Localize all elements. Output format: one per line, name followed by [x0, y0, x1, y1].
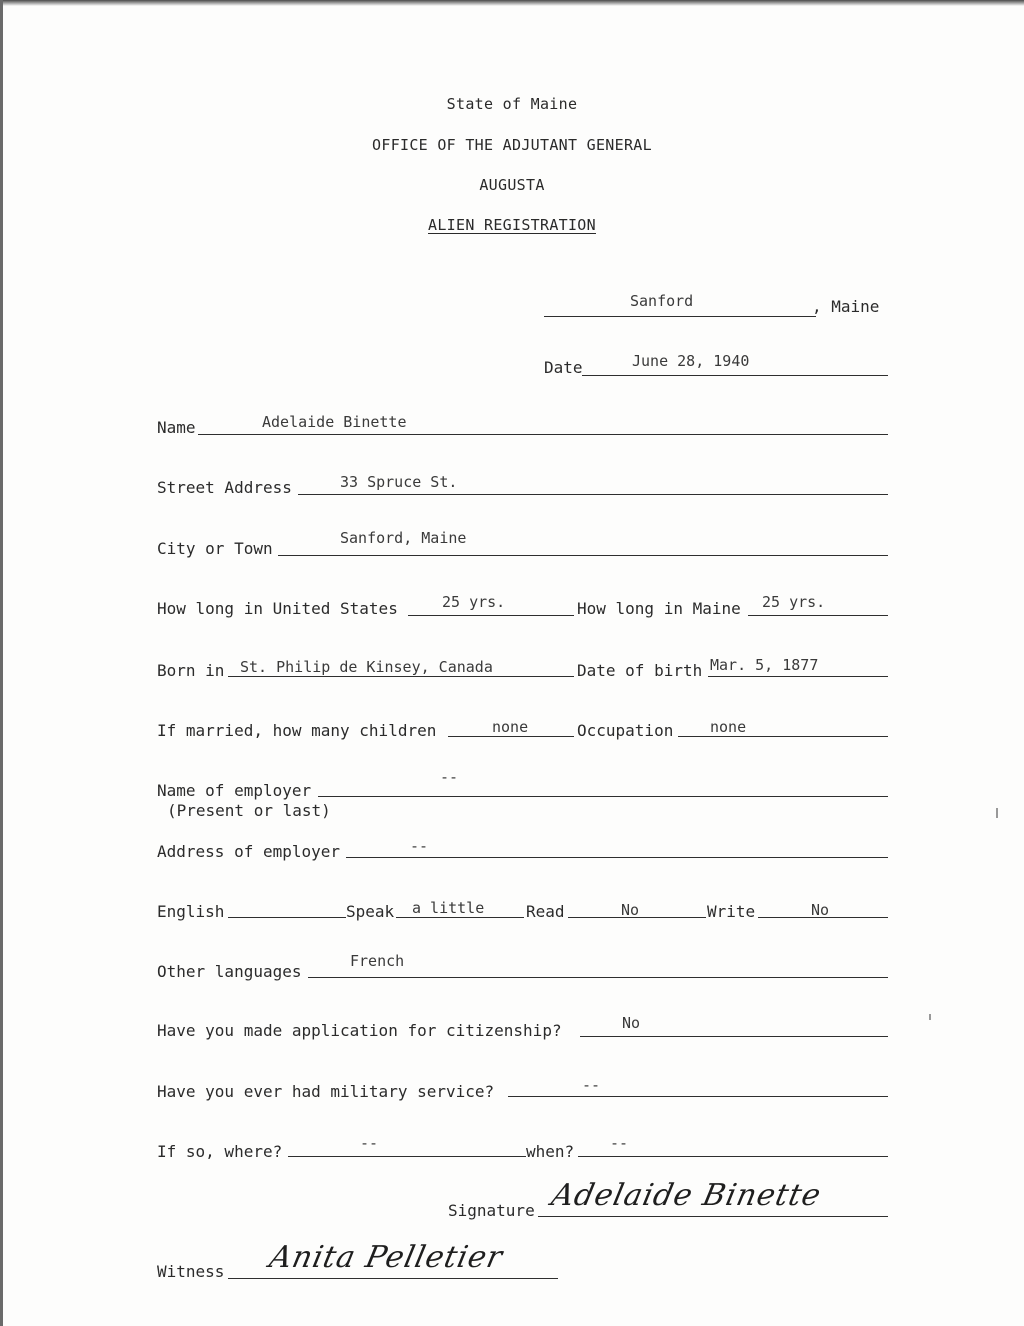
city-label: City or Town: [157, 539, 273, 558]
employer-address-label: Address of employer: [157, 842, 341, 861]
name-label: Name: [157, 418, 196, 437]
read-value: No: [621, 901, 640, 919]
date-line: [582, 375, 888, 376]
employer-name-line: [318, 796, 888, 797]
occupation-label: Occupation: [577, 721, 674, 740]
where-label: If so, where?: [157, 1142, 283, 1161]
children-line: [448, 736, 574, 737]
employer-name-sublabel: (Present or last): [167, 801, 331, 820]
years-us-value: 25 yrs.: [442, 593, 506, 611]
dob-label: Date of birth: [577, 661, 703, 680]
born-in-line: [228, 676, 574, 677]
scan-edge-left: [0, 0, 3, 1326]
english-line: [228, 917, 346, 918]
read-line: [568, 917, 706, 918]
employer-name-value: --: [440, 768, 459, 786]
header-city: AUGUSTA: [479, 176, 545, 194]
write-value: No: [811, 901, 830, 919]
header-office: OFFICE OF THE ADJUTANT GENERAL: [372, 136, 652, 154]
other-languages-label: Other languages: [157, 962, 302, 981]
scan-edge-top: [0, 0, 1024, 6]
other-languages-value: French: [350, 952, 405, 970]
where-value: --: [360, 1134, 379, 1152]
born-in-label: Born in: [157, 661, 225, 680]
other-languages-line: [308, 977, 888, 978]
years-maine-line: [748, 615, 888, 616]
when-label: when?: [526, 1142, 575, 1161]
name-line: [198, 434, 888, 435]
speak-value: a little: [412, 899, 485, 917]
years-us-line: [408, 615, 574, 616]
when-value: --: [610, 1134, 629, 1152]
witness-handwriting: Anita Pelletier: [266, 1240, 507, 1275]
years-maine-value: 25 yrs.: [762, 593, 826, 611]
scan-speck: [929, 1014, 931, 1020]
witness-label: Witness: [157, 1262, 225, 1281]
signature-label: Signature: [448, 1201, 535, 1220]
occupation-line: [678, 736, 888, 737]
dob-value: Mar. 5, 1877: [710, 656, 819, 674]
read-label: Read: [526, 902, 565, 921]
date-label: Date: [544, 358, 583, 377]
header-state: State of Maine: [446, 95, 578, 113]
military-label: Have you ever had military service?: [157, 1082, 495, 1101]
military-value: --: [582, 1076, 601, 1094]
when-line: [578, 1156, 888, 1157]
town-line: [544, 316, 816, 317]
children-label: If married, how many children: [157, 721, 437, 740]
where-line: [288, 1156, 526, 1157]
form-title: ALIEN REGISTRATION: [428, 216, 596, 234]
speak-line: [396, 917, 524, 918]
years-maine-label: How long in Maine: [577, 599, 741, 618]
employer-address-line: [346, 857, 888, 858]
citizenship-label: Have you made application for citizenship?: [157, 1021, 562, 1040]
english-label: English: [157, 902, 225, 921]
town-value: Sanford: [630, 292, 694, 310]
street-address-line: [298, 494, 888, 495]
dob-line: [708, 676, 888, 677]
street-address-label: Street Address: [157, 478, 292, 497]
occupation-value: none: [710, 718, 747, 736]
years-us-label: How long in United States: [157, 599, 398, 618]
military-line: [508, 1096, 888, 1097]
witness-line: [228, 1278, 558, 1279]
citizenship-value: No: [622, 1014, 641, 1032]
write-label: Write: [707, 902, 756, 921]
citizenship-line: [580, 1036, 888, 1037]
employer-name-label: Name of employer: [157, 781, 312, 800]
signature-line: [538, 1216, 888, 1217]
state-label: , Maine: [812, 297, 880, 316]
speak-label: Speak: [346, 902, 395, 921]
street-address-value: 33 Spruce St.: [340, 473, 458, 491]
write-line: [758, 917, 888, 918]
born-in-value: St. Philip de Kinsey, Canada: [240, 658, 493, 676]
signature-handwriting: Adelaide Binette: [548, 1178, 825, 1213]
date-value: June 28, 1940: [632, 352, 750, 370]
children-value: none: [492, 718, 529, 736]
city-value: Sanford, Maine: [340, 529, 467, 547]
city-line: [278, 555, 888, 556]
name-value: Adelaide Binette: [262, 413, 407, 431]
scan-speck: [996, 808, 998, 818]
employer-address-value: --: [410, 837, 429, 855]
